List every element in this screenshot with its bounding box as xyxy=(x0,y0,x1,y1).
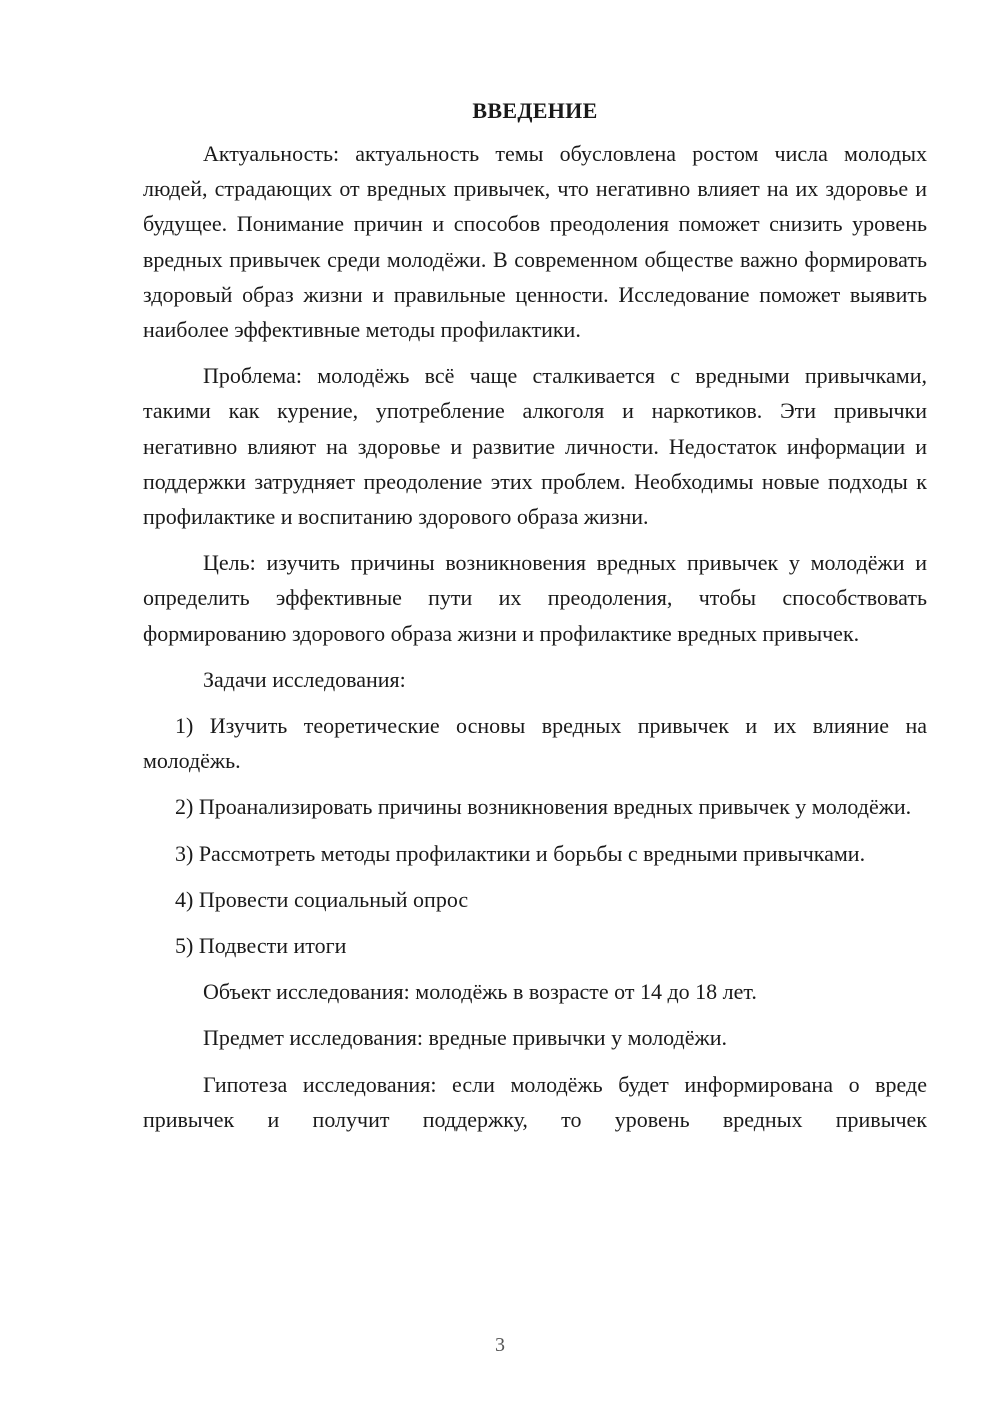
relevance-paragraph: Актуальность: актуальность темы обусловлена ростом числа молодых людей, страдающих от вредных привычек, что негативно влияет на их здоровье и будущее. Понимание причин и способов преодоления поможет снизить уровень вредных привычек среди молодёжи. В современном обществе важно формировать здоровый образ жизни и правильные ценности. Исследование поможет выявить наиболее эффективные методы профилактики. xyxy=(143,141,927,343)
hypothesis-paragraph: Гипотеза исследования: если молодёжь будет информирована о вреде привычек и получит поддержку, то уровень вредных привычек xyxy=(143,1071,927,1132)
task-item-3: 3) Рассмотреть методы профилактики и борьбы с вредными привычками. xyxy=(175,840,866,866)
section-heading: ВВЕДЕНИЕ xyxy=(472,98,598,123)
subject-paragraph: Предмет исследования: вредные привычки у молодёжи. xyxy=(203,1025,727,1051)
task-item-4: 4) Провести социальный опрос xyxy=(175,886,469,912)
goal-paragraph: Цель: изучить причины возникновения вредных привычек у молодёжи и определить эффективные пути их преодоления, чтобы способствовать формированию здорового образа жизни и профилактике вредных привычек. xyxy=(143,550,927,646)
task-item-5: 5) Подвести итоги xyxy=(175,933,347,959)
task-item-2: 2) Проанализировать причины возникновения вредных привычек у молодёжи. xyxy=(175,794,912,820)
task-item-1: 1) Изучить теоретические основы вредных привычек и их влияние на молодёжь. xyxy=(143,713,927,774)
problem-paragraph: Проблема: молодёжь всё чаще сталкивается с вредными привычками, такими как курение, употребление алкоголя и наркотиков. Эти привычки негативно влияют на здоровье и развитие личности. Недостаток информации и поддержки затрудняет преодоление этих проблем. Необходимы новые подходы к профилактике и воспитанию здорового образа жизни. xyxy=(143,363,927,530)
tasks-heading: Задачи исследования: xyxy=(203,666,406,692)
page-number: 3 xyxy=(495,1334,505,1356)
object-paragraph: Объект исследования: молодёжь в возрасте от 14 до 18 лет. xyxy=(203,979,757,1005)
page-content xyxy=(143,95,927,1148)
